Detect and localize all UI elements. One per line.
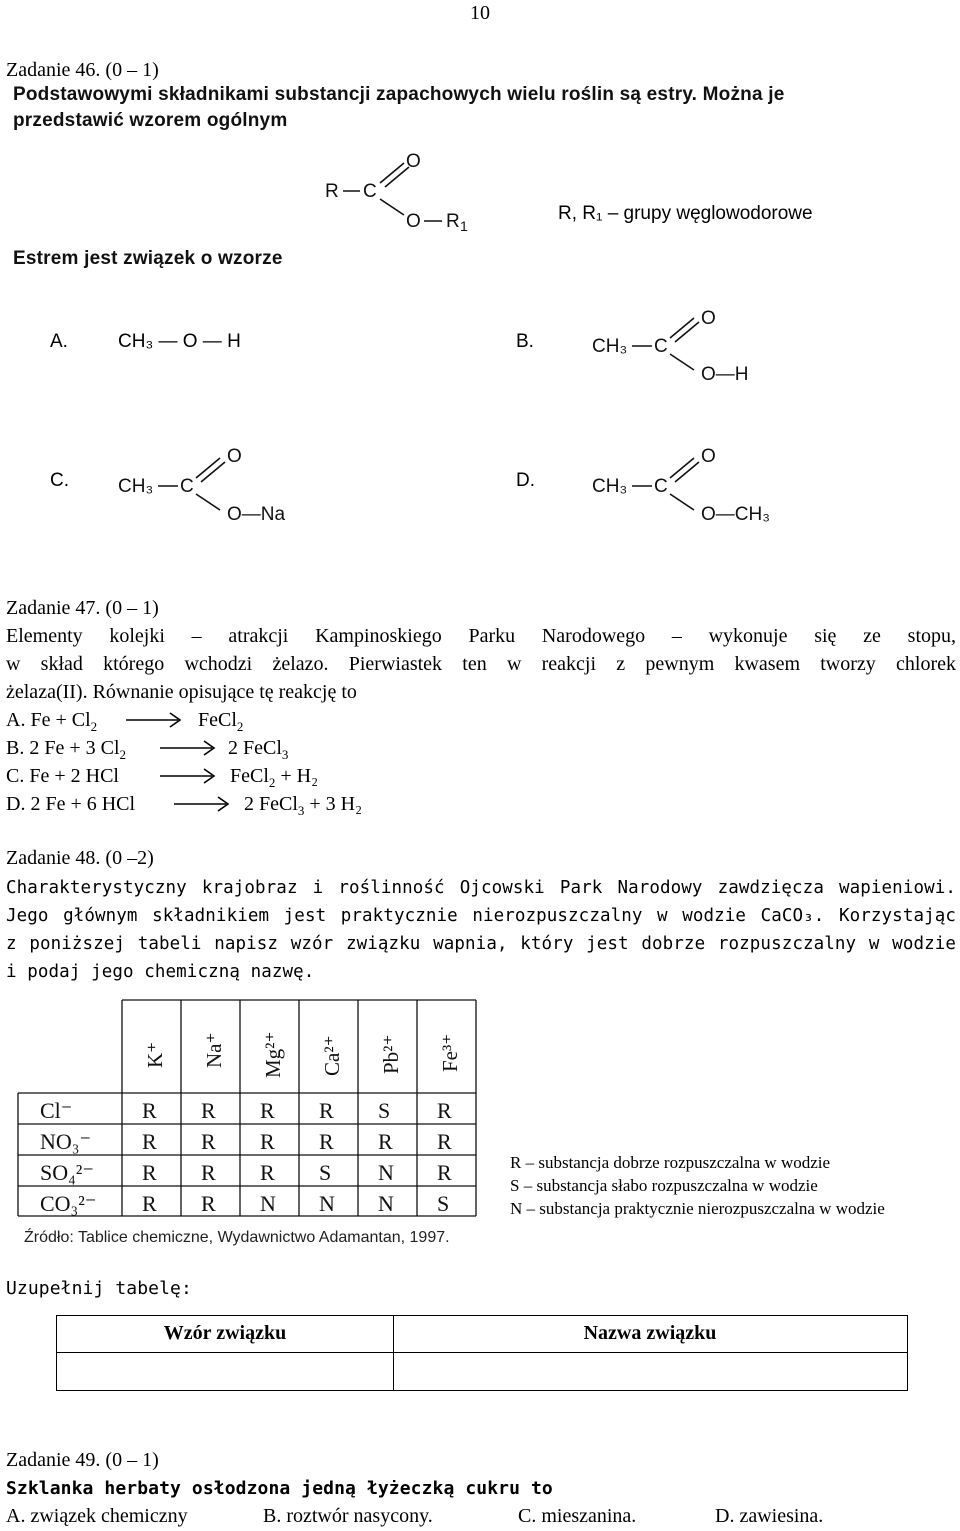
arrow-icon (124, 710, 184, 730)
option-c-c: C (180, 476, 194, 497)
r-groups-note: R, R₁ – grupy węglowodorowe (558, 203, 813, 224)
answer-table (56, 1315, 908, 1391)
table-cell: R (201, 1160, 216, 1185)
task-46-option-a-label: A. (50, 331, 68, 352)
table-cell: R (201, 1129, 216, 1154)
task-47-option-a (6, 708, 97, 739)
anion-co3: CO₃²⁻ (40, 1191, 97, 1216)
option-c-right-sub: 2 (268, 775, 276, 790)
cation-ca: Ca²⁺ (320, 1035, 344, 1076)
answer-header-formula: Wzór związku (163, 1322, 287, 1344)
arrow-icon (158, 766, 218, 786)
task-47-option-d-right (244, 792, 362, 823)
table-cell: R (201, 1098, 216, 1123)
task-46-heading: Zadanie 46. (0 – 1) (6, 59, 159, 81)
option-b-c: C (654, 336, 668, 357)
task-46-intro-line2: przedstawić wzorem ogólnym (13, 110, 288, 131)
option-a-right: FeCl (198, 709, 237, 731)
formula-o-bottom: O (406, 211, 421, 232)
option-a-left: A. Fe + Cl (6, 709, 91, 731)
option-d-c: C (654, 476, 668, 497)
option-c-left: C. Fe + 2 HCl (6, 765, 119, 787)
task-47-option-b-right (228, 736, 288, 767)
option-b-right-sub: 3 (281, 747, 289, 762)
table-cell: R (437, 1160, 452, 1185)
table-cell: R (142, 1191, 157, 1216)
task-47-text (6, 622, 956, 706)
table-cell: S (378, 1098, 391, 1123)
table-cell: N (260, 1191, 276, 1216)
task-49-option-c: C. mieszanina. (518, 1505, 637, 1527)
anion-cl: Cl⁻ (40, 1098, 73, 1123)
table-cell: R (142, 1160, 157, 1185)
task-47-option-a-right (198, 708, 243, 739)
table-cell: R (319, 1129, 334, 1154)
table-cell: R (142, 1129, 157, 1154)
option-d-o-top: O (701, 446, 716, 467)
option-c-ch3: CH₃ (118, 476, 154, 497)
formula-o-top: O (406, 151, 421, 172)
task-47-heading: Zadanie 47. (0 – 1) (6, 597, 159, 619)
option-c-right-tail: + H₂ (275, 765, 319, 787)
table-cell: R (201, 1191, 216, 1216)
table-cell: S (319, 1160, 332, 1185)
table-cell: R (437, 1098, 452, 1123)
table-cell: N (378, 1160, 394, 1185)
task-46-option-b-label: B. (516, 331, 534, 352)
cation-fe: Fe³⁺ (438, 1033, 462, 1072)
formula-r1-sub: 1 (460, 218, 468, 234)
task-49-option-a: A. związek chemiczny (6, 1505, 188, 1527)
cation-k: K⁺ (143, 1041, 167, 1068)
task-48-line2: Jego głównym składnikiem jest praktycznie nierozpuszczalny w wodzie CaCO₃. Korzystając (6, 906, 956, 926)
option-b-left-sub: 2 (119, 747, 127, 762)
option-d-ch3: CH₃ (592, 476, 628, 497)
anion-no3: NO₃⁻ (40, 1129, 92, 1154)
task-46-option-c-label: C. (50, 470, 69, 491)
legend-s: S – substancja słabo rozpuszczalna w wodzie (510, 1176, 818, 1195)
option-a-right-sub: 2 (236, 719, 244, 734)
table-cell: N (319, 1191, 335, 1216)
formula-c: C (363, 181, 377, 202)
option-c-o-top: O (227, 446, 242, 467)
table-cell: R (260, 1098, 275, 1123)
option-c-right: FeCl (230, 765, 269, 787)
task-48-line3: z poniższej tabeli napisz wzór związku wapnia, który jest dobrze rozpuszczalny w wodzie (6, 934, 956, 954)
table-cell: R (260, 1160, 275, 1185)
task-49-option-d: D. zawiesina. (715, 1505, 824, 1527)
task-48-line1: Charakterystyczny krajobraz i roślinność Ojcowski Park Narodowy zawdzięcza wapieniowi. (6, 878, 956, 898)
answer-header-name: Nazwa związku (583, 1322, 717, 1344)
option-c-ona: O—Na (227, 504, 286, 525)
table-cell: S (437, 1191, 450, 1216)
cation-na: Na⁺ (202, 1032, 226, 1068)
option-a-left-sub: 2 (90, 719, 98, 734)
task-48-text (6, 874, 956, 986)
task-49-question: Szklanka herbaty osłodzona jedną łyżeczką cukru to (6, 1478, 553, 1499)
solubility-table (16, 996, 512, 1252)
legend-r: R – substancja dobrze rozpuszczalna w wodzie (510, 1153, 831, 1172)
task-46-option-d-structure (590, 440, 800, 535)
answer-table-header-rule (57, 1352, 907, 1353)
cation-pb: Pb²⁺ (379, 1034, 403, 1074)
ester-general-formula (318, 145, 488, 240)
task-47-line1: Elementy kolejki – atrakcji Kampinoskiego Parku Narodowego – wykonuje się ze stopu, (6, 625, 956, 647)
task-46-option-a-formula: CH₃ — O — H (118, 331, 241, 352)
formula-r: R (325, 181, 339, 202)
option-b-oh: O—H (701, 364, 749, 385)
option-d-right: 2 FeCl (244, 793, 298, 815)
option-d-right-sub: 3 (297, 803, 305, 818)
option-d-och3: O—CH₃ (701, 504, 770, 525)
option-b-right: 2 FeCl (228, 737, 282, 759)
option-b-left: B. 2 Fe + 3 Cl (6, 737, 120, 759)
table-cell: N (378, 1191, 394, 1216)
legend-n: N – substancja praktycznie nierozpuszczalna w wodzie (510, 1199, 885, 1218)
table-cell: R (319, 1098, 334, 1123)
arrow-icon (172, 794, 232, 814)
table-cell: R (260, 1129, 275, 1154)
option-d-right-tail: + 3 H₂ (304, 793, 363, 815)
task-47-option-c (6, 764, 119, 788)
task-47-option-d (6, 792, 135, 816)
task-47-option-b (6, 736, 126, 767)
task-46-option-d-label: D. (516, 470, 535, 491)
arrow-icon (158, 738, 218, 758)
option-d-left: D. 2 Fe + 6 HCl (6, 793, 136, 815)
task-47-line2: w skład którego wchodzi żelazo. Pierwiastek ten w reakcji z pewnym kwasem tworzy chlorek (6, 653, 956, 675)
task-46-option-b-structure (590, 300, 780, 395)
solubility-legend (510, 1151, 885, 1220)
task-47-line3: żelaza(II). Równanie opisujące tę reakcję to (6, 681, 357, 703)
formula-r1: R (446, 211, 460, 232)
anion-so4: SO₄²⁻ (40, 1160, 95, 1185)
task-46-question: Estrem jest związek o wzorze (13, 248, 283, 269)
answer-table-divider (393, 1316, 394, 1390)
fill-table-prompt: Uzupełnij tabelę: (6, 1278, 192, 1299)
cation-mg: Mg²⁺ (261, 1031, 285, 1078)
task-46-intro-line1: Podstawowymi składnikami substancji zapachowych wielu roślin są estry. Można je (13, 84, 785, 105)
table-cell: R (142, 1098, 157, 1123)
table-cell: R (378, 1129, 393, 1154)
task-49-heading: Zadanie 49. (0 – 1) (6, 1449, 159, 1471)
page-number: 10 (470, 2, 490, 24)
task-46-option-c-structure (116, 440, 316, 535)
table-source: Źródło: Tablice chemiczne, Wydawnictwo Adamantan, 1997. (24, 1229, 450, 1246)
task-47-option-c-right (230, 764, 318, 795)
table-cell: R (437, 1129, 452, 1154)
task-49-option-b: B. roztwór nasycony. (263, 1505, 433, 1527)
task-48-line4: i podaj jego chemiczną nazwę. (6, 962, 315, 982)
option-b-o-top: O (701, 308, 716, 329)
task-48-heading: Zadanie 48. (0 –2) (6, 847, 154, 869)
option-b-ch3: CH₃ (592, 336, 628, 357)
